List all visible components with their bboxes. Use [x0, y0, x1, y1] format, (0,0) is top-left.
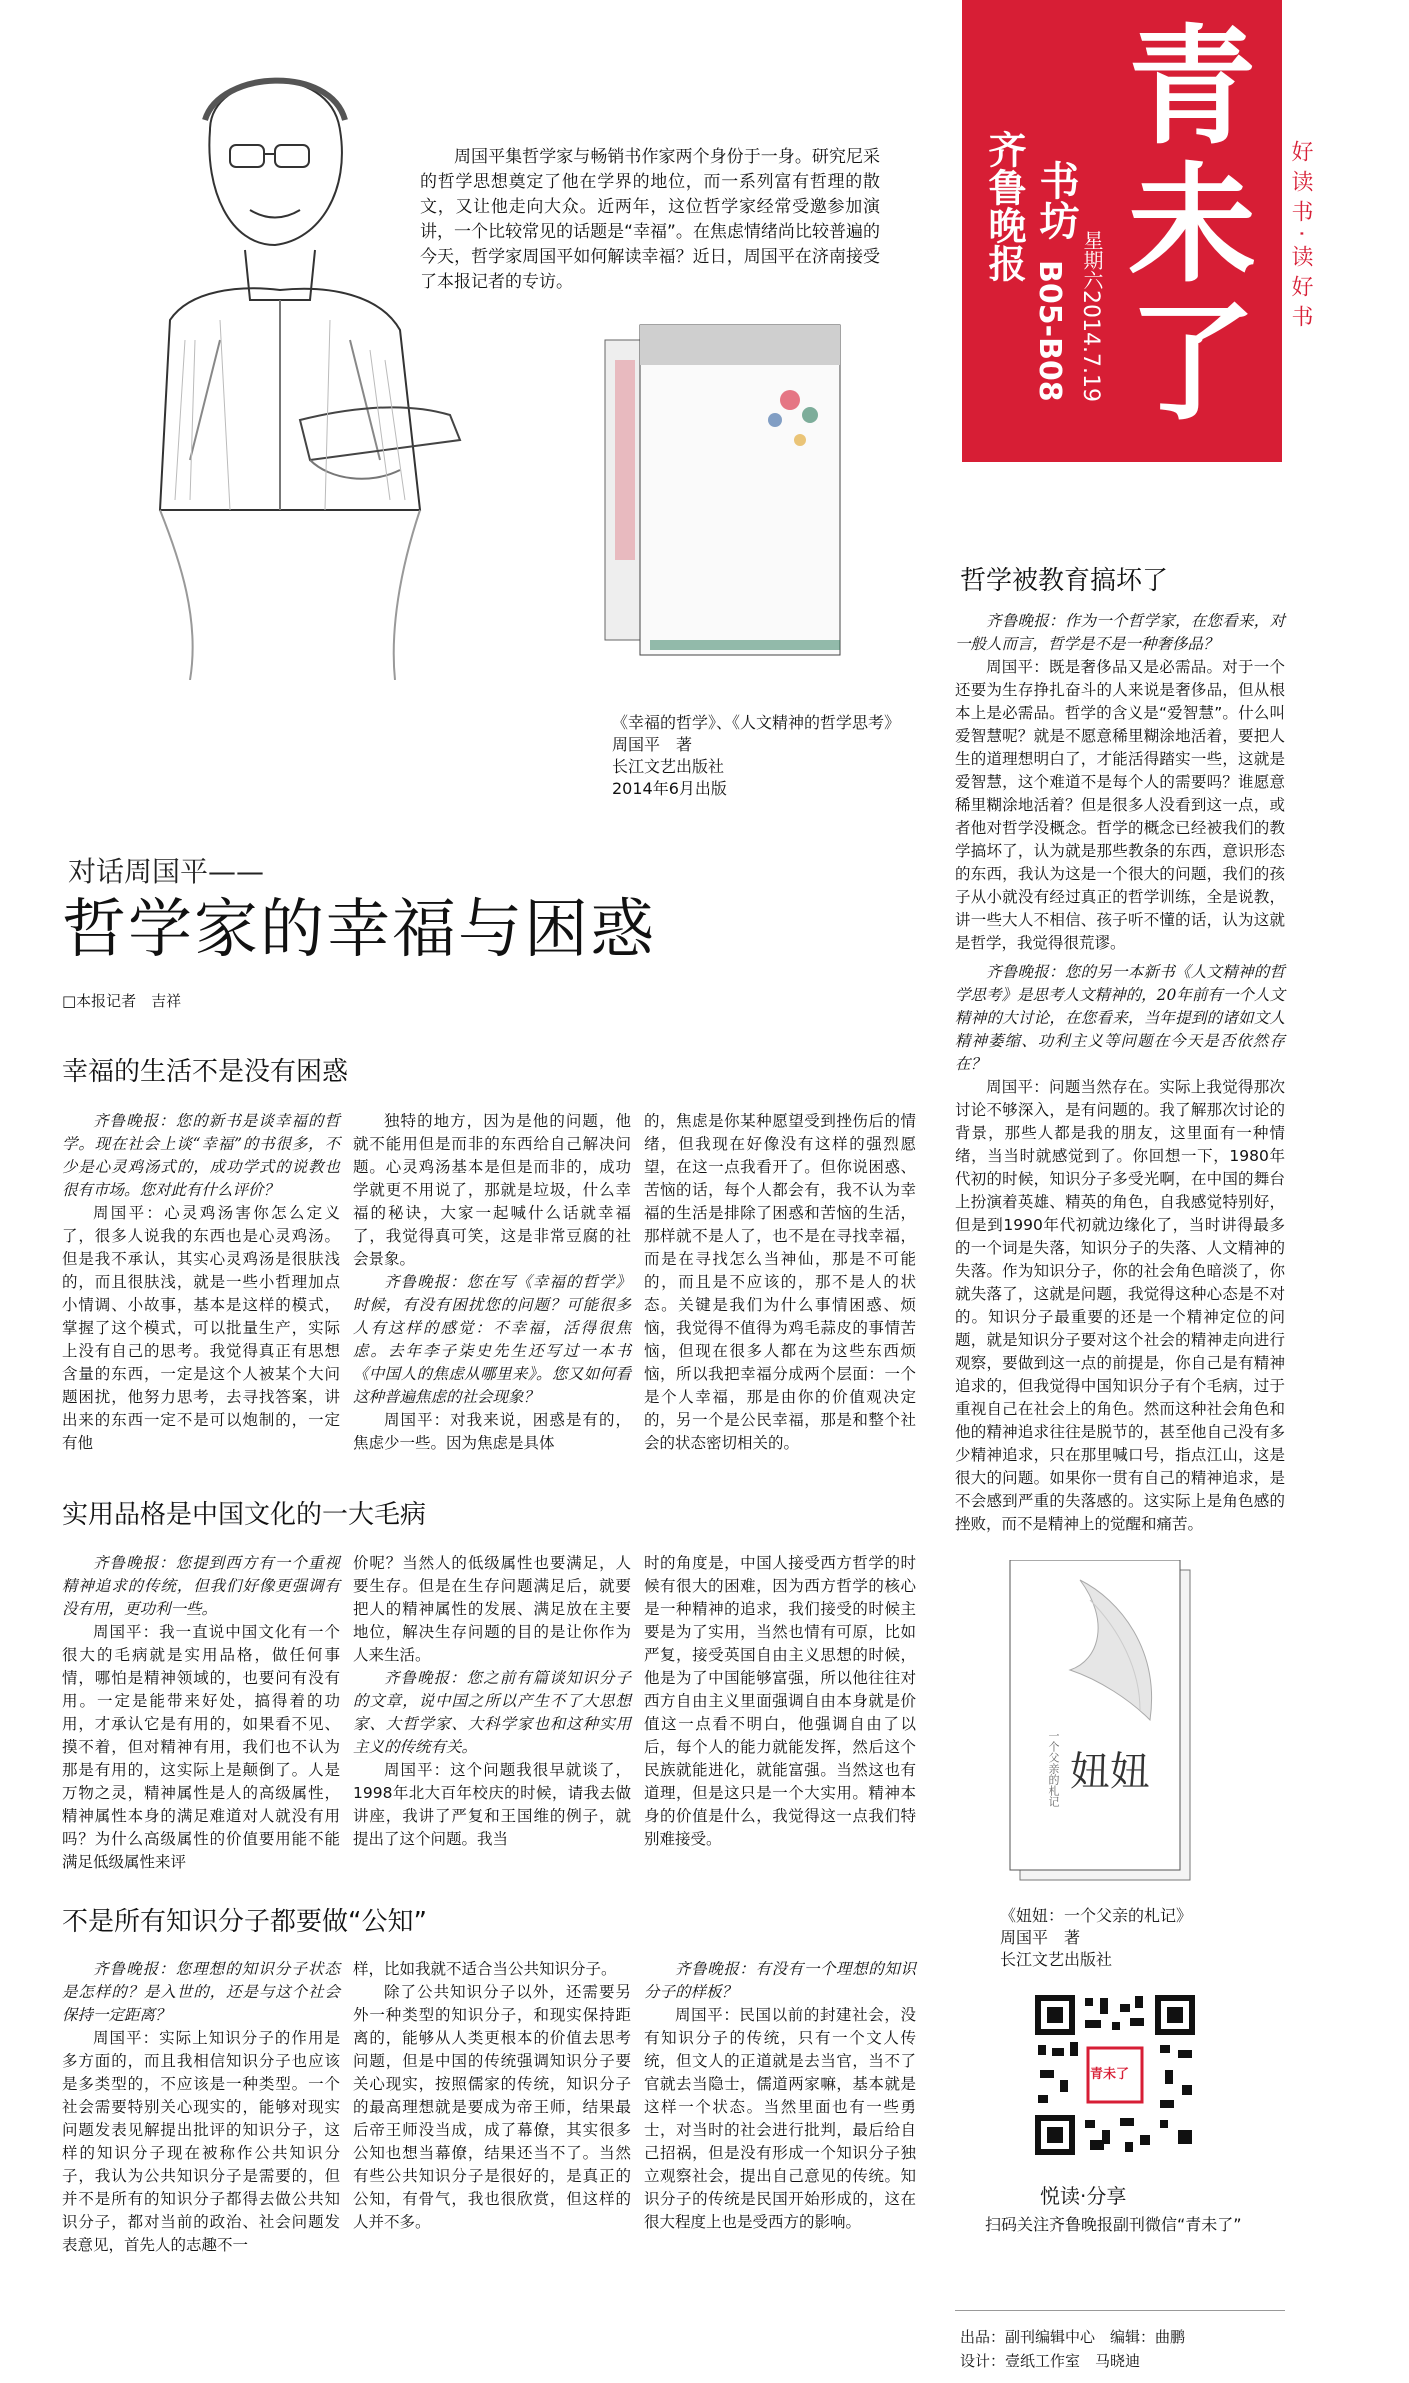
question-paragraph: 齐鲁晚报：您的另一本新书《人文精神的哲学思考》是思考人文精神的，20年前有一个人文精神的大讨论，在您看来，当年提到的诸如文人精神萎缩、功利主义等问题在今天是否依然存在？: [955, 963, 1285, 1073]
question-paragraph: 齐鲁晚报：您提到西方有一个重视精神追求的传统，但我们好像更强调有没有用，更功利一些。: [62, 1554, 340, 1618]
question-paragraph: 齐鲁晚报：您的新书是谈幸福的哲学。现在社会上谈“幸福”的书很多，不少是心灵鸡汤式的，成功学式的说教也很有市场。您对此有什么评价？: [62, 1112, 340, 1199]
section2-col3: [644, 1552, 916, 1851]
masthead-paper-name: 齐鲁晚报: [982, 130, 1027, 282]
portrait-sketch: [70, 40, 490, 680]
book1-caption-line: 周国平 著: [612, 735, 693, 754]
answer-paragraph: 周国平：这个问题我很早就谈了，1998年北大百年校庆的时候，请我去做讲座，我讲了严复和王国维的例子，就提出了这个问题。我当: [353, 1761, 631, 1848]
section3-col1: [62, 1958, 340, 2257]
article-kicker: 对话周国平——: [68, 855, 265, 888]
book2-caption-line: 《妞妞：一个父亲的札记》: [1000, 1906, 1193, 1925]
section3-col3: [644, 1958, 916, 2234]
answer-paragraph: 周国平：问题当然存在。实际上我觉得那次讨论不够深入，是有问题的。我了解那次讨论的背景，那些人都是我的朋友，这里面有一种情绪，当当时就感觉到了。你回想一下，1980年代初的时候，知识分子多受光啊，在中国的舞台上扮演着英雄、精英的角色，自我感觉特别好，但是到1990年代初就边缘化了，当时讲得最多的一个词是失落，知识分子的失落、人文精神的失落。作为知识分子，你的社会角色暗淡了，你就失落了，这就是问题，我觉得这种心态是不对的。知识分子最重要的还是一个精神定位的问题，就是知识分子要对这个社会的精神走向进行观察，要做到这一点的前提是，你自己是有精神追求的，但我觉得中国知识分子有个毛病，过于重视自己在社会上的角色。然而这种社会角色和他的精神追求往往是脱节的，甚至他自己没有多少精神追求，只在那里喊口号，指点江山，这是很大的问题。如果你一贯有自己的精神追求，是不会感到严重的失落感的。这实际上是角色感的挫败，而不是精神上的觉醒和痛苦。: [955, 1078, 1285, 1533]
qr-center-label: 青未了: [1090, 2067, 1130, 2082]
article-headline: 哲学家的幸福与困惑: [62, 893, 656, 967]
book1-cover-title: [640, 150, 641, 151]
question-paragraph: 齐鲁晚报：您之前有篇谈知识分子的文章，说中国之所以产生不了大思想家、大哲学家、大科学家也和这种实用主义的传统有关。: [353, 1669, 631, 1756]
book1-caption-line: 2014年6月出版: [612, 779, 727, 798]
book2-caption: [1000, 1905, 1280, 1971]
section1-col3: [644, 1110, 916, 1455]
footer-line: 设计：壹纸工作室 马晓迪: [960, 2352, 1141, 2370]
answer-paragraph: 周国平：对我来说，困惑是有的，焦虑少一些。因为焦虑是具体: [353, 1411, 631, 1452]
section-title: 实用品格是中国文化的一大毛病: [62, 1500, 427, 1530]
footer-line: 出品：副刊编辑中心 编辑：曲鹏: [960, 2328, 1186, 2346]
section-title: 幸福的生活不是没有困惑: [62, 1057, 349, 1087]
section3-col2: [353, 1958, 631, 2234]
question-paragraph: 齐鲁晚报：有没有一个理想的知识分子的样板？: [644, 1960, 916, 2001]
answer-paragraph: 除了公共知识分子以外，还需要另外一种类型的知识分子，和现实保持距离的，能够从人类更根本的价值去思考问题，但是中国的传统强调知识分子要关心现实，按照儒家的传统，知识分子的最高理想就是要成为帝王师，结果最后帝王师没当成，成了幕僚，其实很多公知也想当幕僚，结果还当不了。当然有些公共知识分子是很好的，是真正的公知，有骨气，我也很欣赏，但这样的人并不多。: [353, 1983, 631, 2231]
book-cover-image: [600, 320, 860, 700]
book1-cover-title2: [640, 152, 641, 153]
book1-caption-line: 《幸福的哲学》、《人文精神的哲学思考》: [612, 713, 901, 732]
book1-caption-line: 长江文艺出版社: [612, 757, 725, 776]
book2-cover-subtitle: 一个父亲的札记: [1047, 1730, 1060, 1807]
masthead-title: 青未了: [1127, 12, 1256, 438]
answer-paragraph: 周国平：既是奢侈品又是必需品。对于一个还要为生存挣扎奋斗的人来说是奢侈品，但从根本上是必需品。哲学的含义是“爱智慧”。什么叫爱智慧呢？就是不愿意稀里糊涂地活着，要把人生的道理想明白了，才能活得踏实一些，这就是爱智慧，这个难道不是每个人的需要吗？谁愿意稀里糊涂地活着？但是很多人没看到这一点，或者他对哲学没概念。哲学的概念已经被我们的教学搞坏了，认为就是那些教条的东西，意识形态的东西，我认为这是一个很大的问题，我们的孩子从小就没有经过真正的哲学训练，全是说教，讲一些大人不相信、孩子听不懂的话，认为这就是哲学，我觉得很荒谬。: [955, 658, 1285, 952]
question-paragraph: 齐鲁晚报：您理想的知识分子状态是怎样的？是入世的，还是与这个社会保持一定距离？: [62, 1960, 340, 2024]
answer-paragraph: 周国平：实际上知识分子的作用是多方面的，而且我相信知识分子也应该是多类型的，不应该是一种类型。一个社会需要特别关心现实的，能够对现实问题发表见解提出批评的知识分子，这样的知识分子现在被称作公共知识分子，我认为公共知识分子是需要的，但并不是所有的知识分子都得去做公共知识分子，都对当前的政治、社会问题发表意见，首先人的志趣不一: [62, 2029, 340, 2254]
section-title: 不是所有知识分子都要做“公知”: [62, 1907, 427, 1937]
answer-paragraph: 周国平：心灵鸡汤害你怎么定义了，很多人说我的东西也是心灵鸡汤。但是我不承认，其实心灵鸡汤是很肤浅的，而且很肤浅，就是一些小哲理加点小情调、小故事，基本是这样的模式，掌握了这个模式，可以批量生产，实际上没有自己的思考。我觉得真正有思想含量的东西，一定是这个人被某个大问题困扰，他努力思考，去寻找答案，讲出来的东西一定不是可以炮制的，一定有他: [62, 1204, 340, 1452]
answer-paragraph: 独特的地方，因为是他的问题，他就不能用但是而非的东西给自己解决问题。心灵鸡汤基本是但是而非的，成功学就更不用说了，那就是垃圾，什么幸福的秘诀，大家一起喊什么话就幸福了，我觉得真可笑，这是非常豆腐的社会景象。: [353, 1112, 631, 1268]
masthead-pages: B05-B08: [1032, 260, 1067, 402]
masthead-section: 书坊: [1033, 160, 1079, 240]
book2-cover-title: 妞妞: [1070, 1749, 1150, 1795]
section-title: 哲学被教育搞坏了: [960, 566, 1169, 596]
answer-paragraph: 周国平：我一直说中国文化有一个很大的毛病就是实用品格，做任何事情，哪怕是精神领域的，也要问有没有用。一定是能带来好处，搞得着的功用，才承认它是有用的，如果看不见、摸不着，但对精神有用，我们也不认为那是有用的，这实际上是颠倒了。人是万物之灵，精神属性是人的高级属性，精神属性本身的满足难道对人就没有用吗？为什么高级属性的价值要用能不能满足低级属性来评: [62, 1623, 340, 1871]
answer-paragraph: 价呢？当然人的低级属性也要满足，人要生存。但是在生存问题满足后，就要把人的精神属性的发展、满足放在主要地位，解决生存问题的目的是让你作为人来生活。: [353, 1554, 631, 1664]
book1-cover-author: [640, 154, 641, 155]
masthead-slogan: 好读书·读好书: [1288, 140, 1313, 335]
masthead-day: 星期六: [1080, 230, 1104, 290]
section1-col1: [62, 1110, 340, 1455]
footer-divider: [955, 2310, 1285, 2311]
answer-paragraph: 样，比如我就不适合当公共知识分子。: [353, 1960, 617, 1978]
masthead: [962, 0, 1282, 462]
section1-col2: [353, 1110, 631, 1455]
book2-caption-line: 周国平 著: [1000, 1928, 1081, 1947]
book1-caption: [612, 712, 912, 800]
answer-paragraph: 时的角度是，中国人接受西方哲学的时候有很大的困难，因为西方哲学的核心是一种精神的追求，我们接受的时候主要是为了实用，当然也情有可原，比如严复，接受英国自由主义思想的时候，他是为了中国能够富强，所以他往往对西方自由主义里面强调自由本身就是价值这一点看不明白，他强调自由了以后，每个人的能力就能发挥，然后这个民族就能进化，就能富强。当然这也有道理，但是这只是一个大实用。精神本身的价值是什么，我觉得这一点我们特别难接受。: [644, 1554, 916, 1848]
section2-col2: [353, 1552, 631, 1851]
section2-col1: [62, 1552, 340, 1874]
book-cover-image: [1000, 1560, 1200, 1890]
answer-paragraph: 的，焦虑是你某种愿望受到挫伤后的情绪，但我现在好像没有这样的强烈愿望，在这一点我看开了。但你说困惑、苦恼的话，每个人都会有，我不认为幸福的生活是排除了困惑和苦恼的生活，那样就不是人了，也不是在寻找幸福，而是在寻找怎么当神仙，那是不可能的，而且是不应该的，那不是人的状态。关键是我们为什么事情困惑、烦恼，我觉得不值得为鸡毛蒜皮的事情苦恼，但现在很多人都在为这些东西烦恼，所以我把幸福分成两个层面：一个是个人幸福，那是由你的价值观决定的，另一个是公民幸福，那是和整个社会的状态密切相关的。: [644, 1112, 916, 1452]
share-subtitle: 扫码关注齐鲁晚报副刊微信“青未了”: [985, 2215, 1242, 2234]
question-paragraph: 齐鲁晚报：作为一个哲学家，在您看来，对一般人而言，哲学是不是一种奢侈品？: [955, 612, 1285, 653]
section4-column: [955, 610, 1285, 1536]
answer-paragraph: 周国平：民国以前的封建社会，没有知识分子的传统，只有一个文人传统，但文人的正道就是去当官，当不了官就去当隐士，儒道两家嘛，基本就是这样一个状态。当然里面也有一些勇士，对当时的社会进行批判，最后给自己招祸，但是没有形成一个知识分子独立观察社会，提出自己意见的传统。知识分子的传统是民国开始形成的，这在很大程度上也是受西方的影响。: [644, 2006, 916, 2231]
question-paragraph: 齐鲁晚报：您在写《幸福的哲学》时候，有没有困扰您的问题？可能很多人有这样的感觉：不幸福，活得很焦虑。去年李子柒史先生还写过一本书《中国人的焦虑从哪里来》。您又如何看这种普遍焦虑的社会现象？: [353, 1273, 631, 1406]
footer-credits: [960, 2325, 1185, 2373]
book2-caption-line: 长江文艺出版社: [1000, 1950, 1113, 1969]
share-title: 悦读·分享: [1040, 2184, 1127, 2208]
intro-paragraph: 周国平集哲学家与畅销书作家两个身份于一身。研究尼采的哲学思想奠定了他在学界的地位，而一系列富有哲理的散文，又让他走向大众。近两年，这位哲学家经常受邀参加演讲，一个比较常见的话题是“幸福”。在焦虑情绪尚比较普遍的今天，哲学家周国平如何解读幸福？近日，周国平在济南接受了本报记者的专访。: [420, 147, 880, 292]
article-byline: □本报记者 吉祥: [62, 992, 182, 1010]
masthead-date: 2014.7.19: [1078, 290, 1103, 402]
